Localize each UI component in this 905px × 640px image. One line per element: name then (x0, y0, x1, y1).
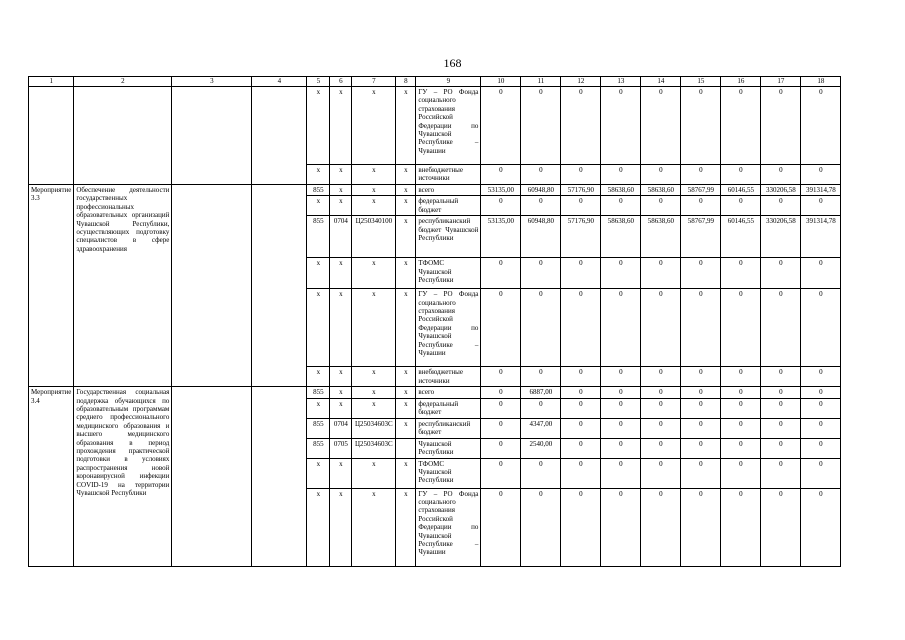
value-cell: 0 (601, 165, 641, 185)
value-cell: 0 (681, 488, 721, 566)
value-cell: 0 (721, 87, 761, 165)
value-cell: 0 (681, 387, 721, 398)
value-cell: 0 (721, 387, 761, 398)
value-cell: 0 (681, 165, 721, 185)
value-cell: 0 (481, 387, 521, 398)
code-cell: х (396, 87, 416, 165)
header-cell: 6 (330, 77, 352, 87)
header-cell: 14 (641, 77, 681, 87)
value-cell: 0 (801, 488, 841, 566)
code-cell: х (307, 458, 330, 488)
value-cell: 58767,99 (681, 216, 721, 258)
source-cell: всего (416, 387, 481, 398)
source-cell: федеральный бюджет (416, 398, 481, 418)
source-cell: федеральный бюджет (416, 196, 481, 216)
value-cell: 0 (801, 165, 841, 185)
value-cell: 60948,80 (521, 216, 561, 258)
code-cell: х (396, 418, 416, 438)
value-cell: 0 (681, 458, 721, 488)
code-cell: х (352, 289, 396, 367)
value-cell: 0 (681, 398, 721, 418)
value-cell: 0 (761, 258, 801, 289)
value-cell: 0 (761, 165, 801, 185)
code-cell: Ц250340100 (352, 216, 396, 258)
code-cell: х (352, 196, 396, 216)
code-cell: х (352, 165, 396, 185)
value-cell: 0 (521, 258, 561, 289)
value-cell: 53135,00 (481, 216, 521, 258)
value-cell: 0 (561, 258, 601, 289)
code-cell: 855 (307, 185, 330, 196)
code-cell: х (396, 185, 416, 196)
value-cell: 58767,99 (681, 185, 721, 196)
value-cell: 0 (801, 458, 841, 488)
value-cell: 0 (761, 458, 801, 488)
header-cell: 16 (721, 77, 761, 87)
code-cell: х (396, 165, 416, 185)
value-cell: 0 (721, 418, 761, 438)
value-cell: 0 (801, 289, 841, 367)
status-cell (29, 87, 74, 185)
value-cell: 0 (801, 87, 841, 165)
value-cell: 0 (641, 165, 681, 185)
table-row (29, 185, 841, 196)
value-cell: 0 (761, 289, 801, 367)
header-cell: 2 (74, 77, 172, 87)
source-cell: ТФОМС Чувашской Республики (416, 258, 481, 289)
header-cell: 1 (29, 77, 74, 87)
empty-cell (172, 87, 252, 185)
value-cell: 0 (561, 87, 601, 165)
value-cell: 0 (641, 87, 681, 165)
value-cell: 0 (521, 87, 561, 165)
value-cell: 60146,55 (721, 216, 761, 258)
event-name-cell: Обеспечение деятельности государственных профессиональных образовательных организаций Чувашской Республики, осуществляющих подготовку специалистов в сфере здравоохранения (74, 185, 172, 387)
value-cell: 58638,60 (601, 216, 641, 258)
empty-cell (252, 87, 307, 185)
value-cell: 0 (641, 196, 681, 216)
code-cell: 0705 (330, 438, 352, 458)
source-cell: республиканский бюджет (416, 418, 481, 438)
value-cell: 2540,00 (521, 438, 561, 458)
value-cell: 0 (761, 438, 801, 458)
value-cell: 0 (521, 398, 561, 418)
value-cell: 0 (521, 367, 561, 387)
code-cell: х (352, 258, 396, 289)
code-cell: х (307, 165, 330, 185)
value-cell: 0 (681, 196, 721, 216)
budget-table (28, 76, 841, 567)
empty-cell (252, 387, 307, 566)
value-cell: 58638,60 (601, 185, 641, 196)
value-cell: 0 (521, 289, 561, 367)
source-cell: внебюджетные источники (416, 165, 481, 185)
value-cell: 0 (601, 387, 641, 398)
empty-cell (172, 185, 252, 387)
code-cell: 855 (307, 216, 330, 258)
value-cell: 58638,60 (641, 185, 681, 196)
code-cell: х (330, 367, 352, 387)
code-cell: х (307, 398, 330, 418)
value-cell: 0 (481, 488, 521, 566)
source-cell: внебюджетные источники (416, 367, 481, 387)
code-cell: 0704 (330, 216, 352, 258)
header-cell: 18 (801, 77, 841, 87)
code-cell: 0704 (330, 418, 352, 438)
value-cell: 0 (641, 398, 681, 418)
value-cell: 58638,60 (641, 216, 681, 258)
value-cell: 0 (721, 196, 761, 216)
code-cell: х (396, 387, 416, 398)
header-cell: 4 (252, 77, 307, 87)
code-cell: х (352, 398, 396, 418)
value-cell: 391314,78 (801, 185, 841, 196)
value-cell: 0 (561, 196, 601, 216)
value-cell: 0 (641, 367, 681, 387)
value-cell: 0 (561, 438, 601, 458)
code-cell: х (396, 488, 416, 566)
code-cell: х (307, 87, 330, 165)
value-cell: 0 (801, 367, 841, 387)
header-cell: 3 (172, 77, 252, 87)
code-cell: х (307, 258, 330, 289)
code-cell: 855 (307, 418, 330, 438)
code-cell: х (330, 165, 352, 185)
empty-cell (172, 387, 252, 566)
value-cell: 0 (721, 398, 761, 418)
source-cell: ГУ – РО Фонда социального страхования Российской Федерации по Чувашской Республике – Чувашии (416, 289, 481, 367)
header-cell: 5 (307, 77, 330, 87)
source-cell: всего (416, 185, 481, 196)
code-cell: 855 (307, 438, 330, 458)
value-cell: 53135,00 (481, 185, 521, 196)
code-cell (396, 438, 416, 458)
value-cell: 0 (481, 289, 521, 367)
value-cell: 60948,80 (521, 185, 561, 196)
value-cell: 0 (601, 418, 641, 438)
header-cell: 8 (396, 77, 416, 87)
code-cell: х (330, 185, 352, 196)
header-cell: 17 (761, 77, 801, 87)
value-cell: 0 (481, 367, 521, 387)
value-cell: 0 (601, 488, 641, 566)
value-cell: 0 (561, 367, 601, 387)
code-cell: х (396, 216, 416, 258)
value-cell: 57176,90 (561, 216, 601, 258)
value-cell: 0 (721, 165, 761, 185)
value-cell: 0 (601, 289, 641, 367)
value-cell: 0 (481, 418, 521, 438)
code-cell: х (396, 289, 416, 367)
code-cell: х (396, 398, 416, 418)
value-cell: 0 (521, 488, 561, 566)
value-cell: 0 (481, 458, 521, 488)
code-cell: х (352, 185, 396, 196)
value-cell: 0 (761, 367, 801, 387)
value-cell: 0 (601, 258, 641, 289)
code-cell: х (396, 458, 416, 488)
value-cell: 0 (561, 165, 601, 185)
source-cell: ТФОМС Чувашской Республики (416, 458, 481, 488)
value-cell: 0 (521, 458, 561, 488)
value-cell: 0 (601, 87, 641, 165)
code-cell: х (330, 289, 352, 367)
status-cell: Мероприятие 3.3 (29, 185, 74, 387)
value-cell: 0 (721, 258, 761, 289)
value-cell: 0 (761, 87, 801, 165)
value-cell: 0 (681, 438, 721, 458)
code-cell: х (352, 87, 396, 165)
value-cell: 0 (481, 258, 521, 289)
value-cell: 0 (601, 458, 641, 488)
page-number: 168 (443, 56, 462, 70)
value-cell: 0 (601, 196, 641, 216)
value-cell: 0 (801, 418, 841, 438)
value-cell: 0 (481, 165, 521, 185)
code-cell: х (352, 387, 396, 398)
code-cell: х (330, 87, 352, 165)
value-cell: 6887,00 (521, 387, 561, 398)
value-cell: 0 (681, 289, 721, 367)
value-cell: 0 (801, 258, 841, 289)
code-cell: х (307, 289, 330, 367)
value-cell: 0 (601, 367, 641, 387)
value-cell: 0 (761, 196, 801, 216)
event-name-cell: Государственная социальная поддержка обучающихся по образовательным программам среднего профессионального медицинского образования и высшего медицинского образования в период прохождения практической подготовки в условиях распространения новой коронавирусной инфекции COVID-19 на территории Чувашской Республики (74, 387, 172, 566)
value-cell: 57176,90 (561, 185, 601, 196)
code-cell: х (352, 488, 396, 566)
value-cell: 0 (641, 438, 681, 458)
value-cell: 0 (761, 398, 801, 418)
value-cell: 4347,00 (521, 418, 561, 438)
value-cell: 0 (561, 458, 601, 488)
code-cell: х (330, 196, 352, 216)
value-cell: 0 (681, 87, 721, 165)
value-cell: 0 (641, 418, 681, 438)
value-cell: 0 (561, 289, 601, 367)
header-cell: 10 (481, 77, 521, 87)
value-cell: 0 (801, 438, 841, 458)
value-cell: 0 (681, 258, 721, 289)
value-cell: 0 (801, 196, 841, 216)
empty-cell (252, 185, 307, 387)
value-cell: 0 (721, 367, 761, 387)
header-cell: 7 (352, 77, 396, 87)
value-cell: 0 (801, 387, 841, 398)
code-cell: х (352, 458, 396, 488)
value-cell: 0 (481, 398, 521, 418)
value-cell: 0 (721, 438, 761, 458)
code-cell: х (307, 367, 330, 387)
value-cell: 0 (481, 438, 521, 458)
value-cell: 0 (521, 165, 561, 185)
source-cell: Чувашской Республики (416, 438, 481, 458)
code-cell: х (307, 488, 330, 566)
value-cell: 0 (641, 289, 681, 367)
value-cell: 0 (761, 387, 801, 398)
code-cell: х (307, 196, 330, 216)
source-cell: ГУ – РО Фонда социального страхования Российской Федерации по Чувашской Республике – Чувашии (416, 488, 481, 566)
header-cell: 9 (416, 77, 481, 87)
value-cell: 0 (761, 488, 801, 566)
value-cell: 0 (721, 488, 761, 566)
code-cell: х (330, 387, 352, 398)
code-cell: х (352, 367, 396, 387)
source-cell: республиканский бюджет Чувашской Республики (416, 216, 481, 258)
value-cell: 0 (801, 398, 841, 418)
header-cell: 12 (561, 77, 601, 87)
value-cell: 0 (481, 196, 521, 216)
value-cell: 0 (561, 387, 601, 398)
table-row (29, 87, 841, 165)
value-cell: 0 (721, 458, 761, 488)
header-cell: 15 (681, 77, 721, 87)
value-cell: 0 (561, 418, 601, 438)
code-cell: х (330, 488, 352, 566)
code-cell: х (330, 258, 352, 289)
value-cell: 0 (641, 258, 681, 289)
code-cell: 855 (307, 387, 330, 398)
header-row (29, 77, 841, 87)
code-cell: х (330, 458, 352, 488)
value-cell: 0 (561, 488, 601, 566)
value-cell: 0 (601, 438, 641, 458)
event-name-cell (74, 87, 172, 185)
value-cell: 0 (641, 387, 681, 398)
value-cell: 0 (681, 418, 721, 438)
value-cell: 0 (641, 488, 681, 566)
value-cell: 0 (481, 87, 521, 165)
value-cell: 0 (761, 418, 801, 438)
source-cell: ГУ – РО Фонда социального страхования Российской Федерации по Чувашской Республике – Чувашии (416, 87, 481, 165)
value-cell: 330206,58 (761, 185, 801, 196)
status-cell: Мероприятие 3.4 (29, 387, 74, 566)
code-cell: х (330, 398, 352, 418)
code-cell: х (396, 196, 416, 216)
value-cell: 0 (561, 398, 601, 418)
header-cell: 11 (521, 77, 561, 87)
code-cell: х (396, 258, 416, 289)
value-cell: 330206,58 (761, 216, 801, 258)
value-cell: 60146,55 (721, 185, 761, 196)
value-cell: 391314,78 (801, 216, 841, 258)
code-cell: Ц25034603С (352, 438, 396, 458)
value-cell: 0 (601, 398, 641, 418)
value-cell: 0 (641, 458, 681, 488)
value-cell: 0 (721, 289, 761, 367)
code-cell: х (396, 367, 416, 387)
header-cell: 13 (601, 77, 641, 87)
value-cell: 0 (521, 196, 561, 216)
code-cell: Ц25034603С (352, 418, 396, 438)
table-row (29, 387, 841, 398)
value-cell: 0 (681, 367, 721, 387)
